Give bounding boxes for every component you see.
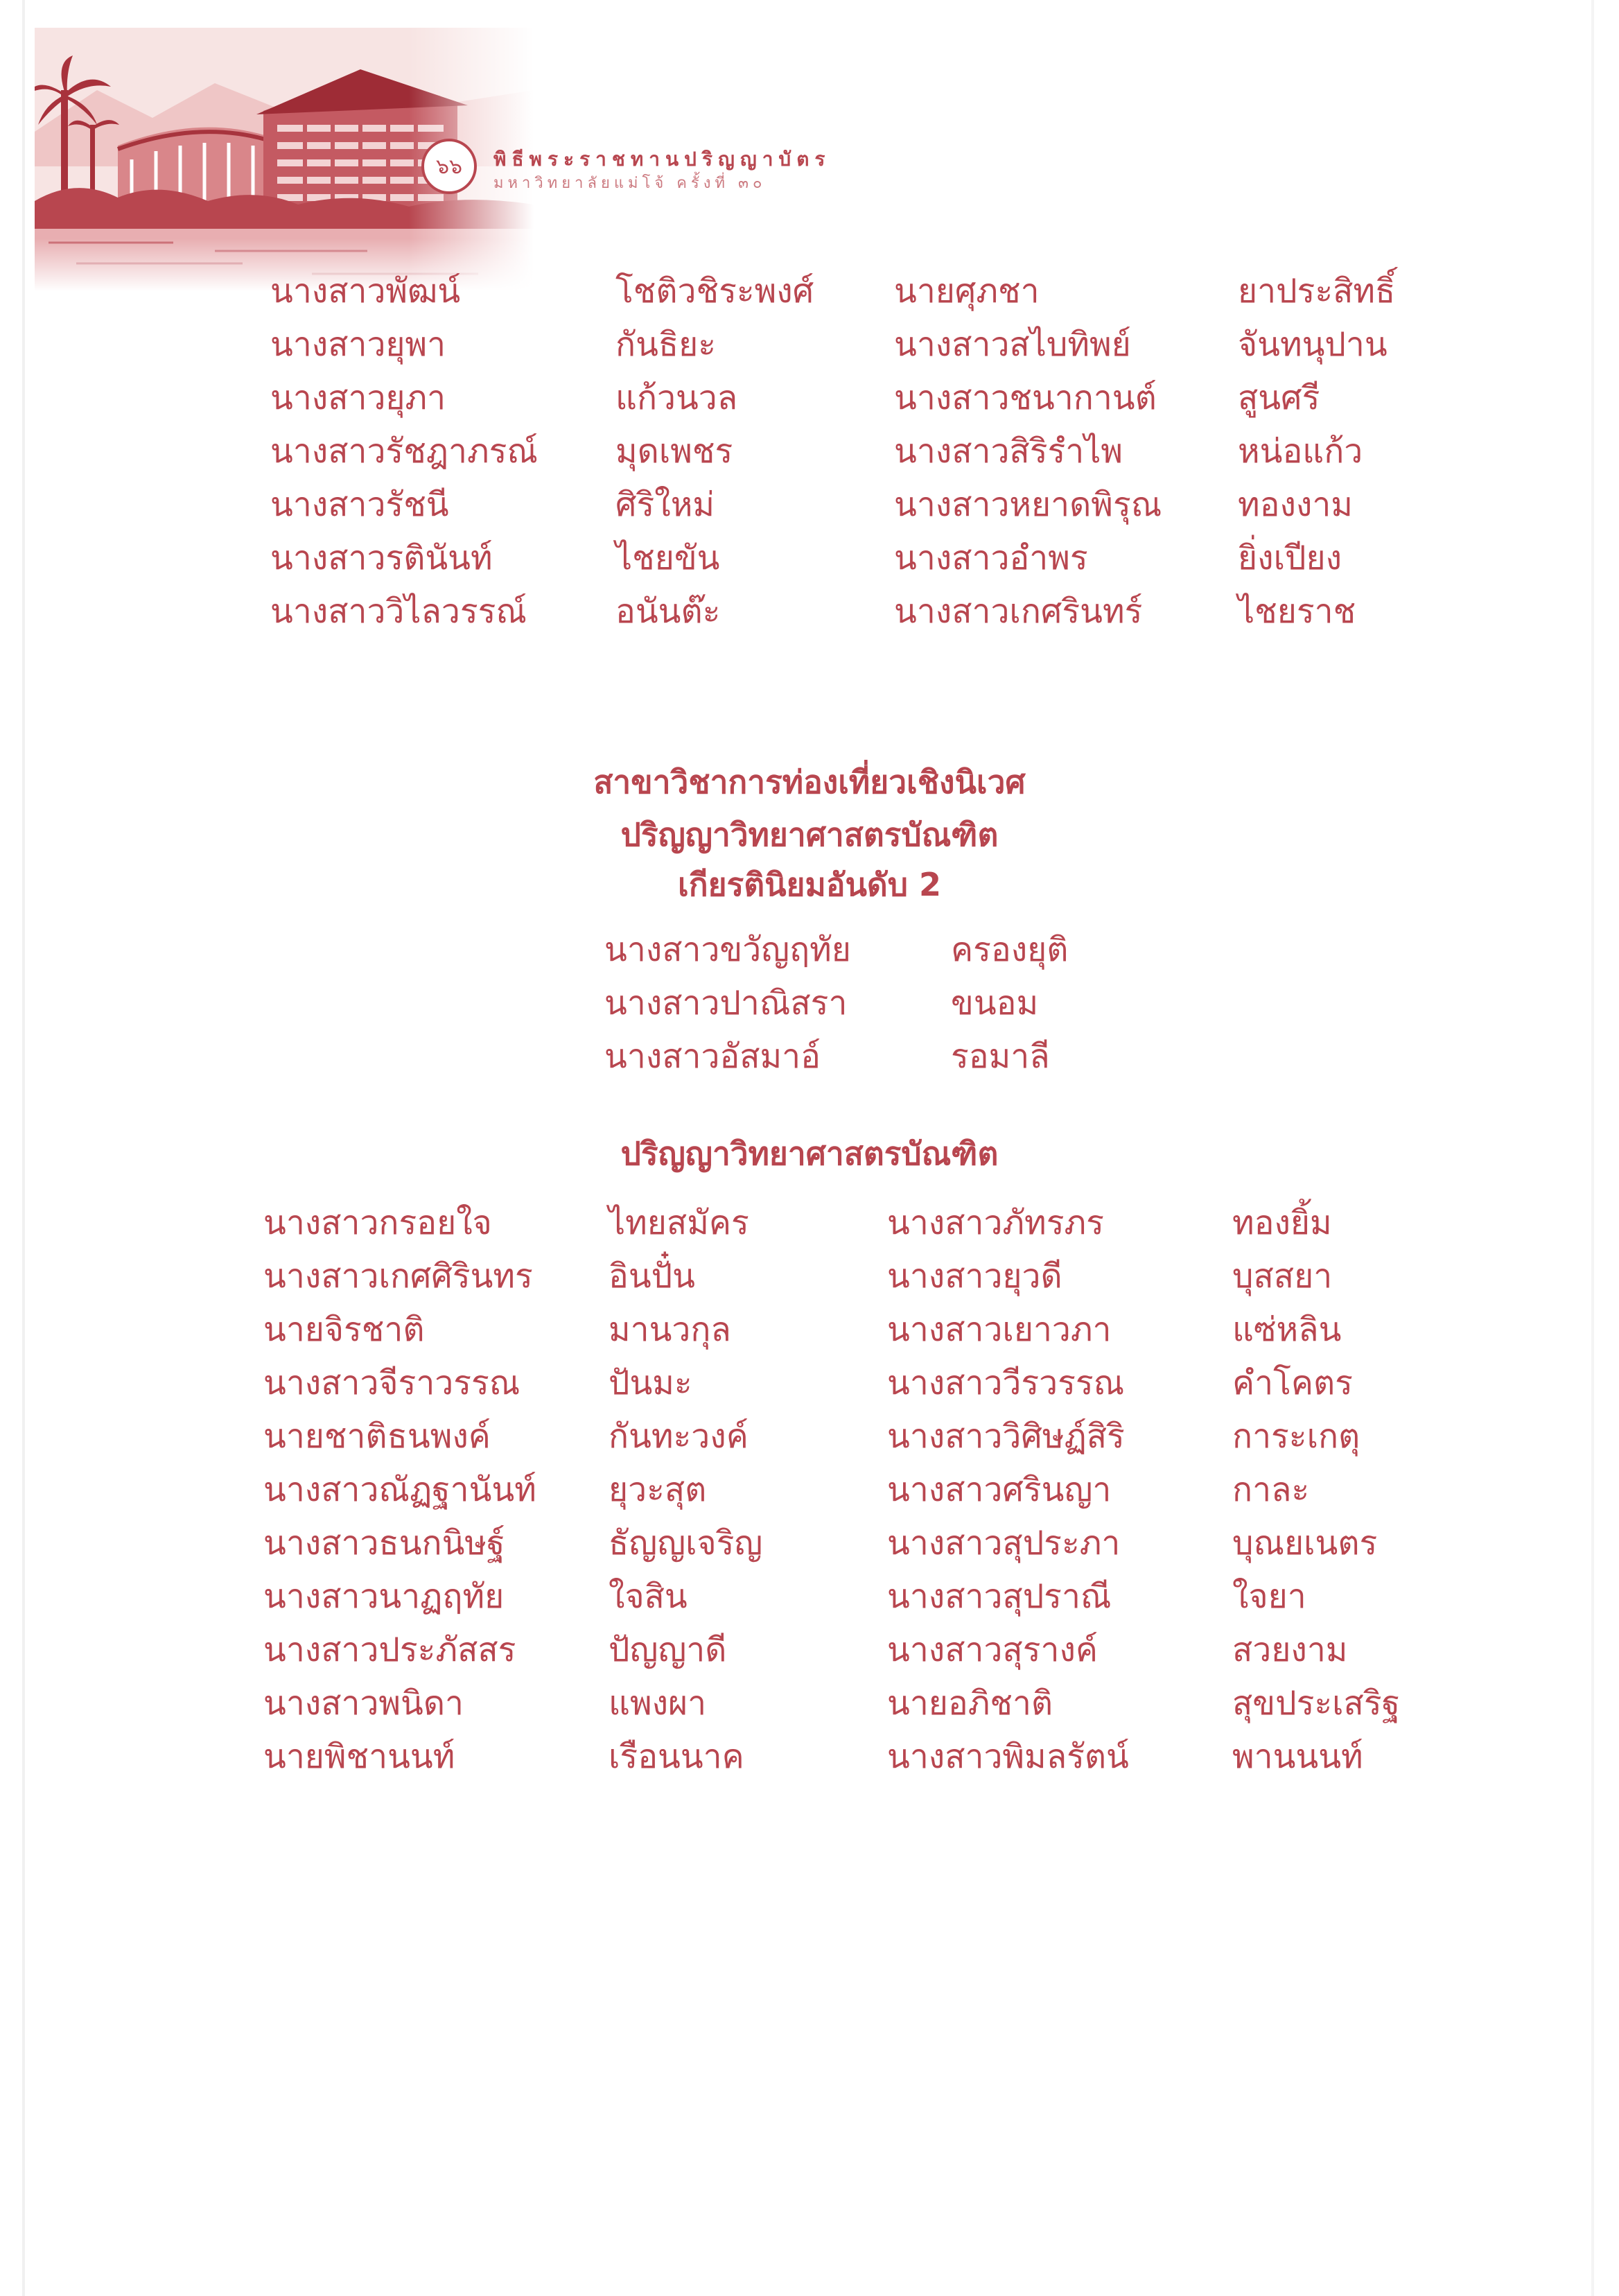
last-name: บุณยเนตร bbox=[1232, 1524, 1378, 1563]
first-name: นางสาวกรอยใจ bbox=[263, 1203, 492, 1242]
last-name: ยิ่งเปียง bbox=[1238, 539, 1342, 577]
first-name: นายศุภชา bbox=[894, 272, 1040, 311]
first-name: นางสาวสุประภา bbox=[887, 1524, 1121, 1563]
first-name: นางสาวศรินญา bbox=[887, 1470, 1112, 1509]
last-name: จันทนุปาน bbox=[1238, 325, 1388, 364]
section-degree-heading: ปริญญาวิทยาศาสตรบัณฑิต bbox=[620, 816, 999, 853]
first-name: นางสาวธนกนิษฐ์ bbox=[263, 1524, 505, 1563]
last-name: ไชยขัน bbox=[615, 539, 720, 577]
ceremony-subtitle: มหาวิทยาลัยแม่โจ้ ครั้งที่ ๓๐ bbox=[493, 175, 767, 192]
last-name: ยุวะสุต bbox=[609, 1470, 707, 1509]
section-degree-heading: ปริญญาวิทยาศาสตรบัณฑิต bbox=[620, 1135, 999, 1172]
last-name: สวยงาม bbox=[1232, 1630, 1348, 1669]
page-number-seal: ๖๖ bbox=[421, 139, 477, 194]
section-major-heading: สาขาวิชาการท่องเที่ยวเชิงนิเวศ bbox=[593, 763, 1026, 801]
last-name: บุสสยา bbox=[1232, 1257, 1333, 1296]
last-name: หน่อแก้ว bbox=[1238, 432, 1363, 471]
first-name: นางสาวยุพา bbox=[270, 325, 446, 364]
last-name: แก้วนวล bbox=[615, 379, 738, 417]
first-name: นางสาวจีราวรรณ bbox=[263, 1364, 520, 1402]
section-honors-heading: เกียรตินิยมอันดับ 2 bbox=[678, 866, 941, 903]
last-name: คำโคตร bbox=[1232, 1364, 1353, 1402]
last-name: กาละ bbox=[1232, 1470, 1310, 1509]
last-name: ปัญญาดี bbox=[609, 1630, 727, 1669]
first-name: นางสาวยุวดี bbox=[887, 1257, 1062, 1296]
first-name: นายชาติธนพงค์ bbox=[263, 1417, 491, 1456]
last-name: รอมาลี bbox=[951, 1037, 1050, 1076]
first-name: นายอภิชาติ bbox=[887, 1684, 1053, 1723]
last-name: กันทะวงค์ bbox=[609, 1417, 749, 1456]
last-name: ไทยสมัคร bbox=[609, 1203, 749, 1242]
last-name: ธัญญเจริญ bbox=[609, 1524, 763, 1563]
last-name: อนันต๊ะ bbox=[615, 592, 721, 631]
ceremony-title: พิธีพระราชทานปริญญาบัตร bbox=[493, 148, 831, 171]
first-name: นางสาวอัสมาอ์ bbox=[604, 1037, 821, 1076]
last-name: มานวกุล bbox=[609, 1310, 731, 1349]
last-name: ใจยา bbox=[1232, 1577, 1306, 1616]
last-name: สุขประเสริฐ bbox=[1232, 1684, 1401, 1723]
last-name: ศิริใหม่ bbox=[615, 485, 715, 524]
first-name: นางสาวณัฏฐานันท์ bbox=[263, 1470, 536, 1509]
first-name: นางสาวชนากานต์ bbox=[894, 379, 1157, 417]
first-name: นางสาวรัชนี bbox=[270, 485, 449, 524]
last-name: แซ่หลิน bbox=[1232, 1310, 1342, 1349]
last-name: ครองยุติ bbox=[951, 930, 1069, 969]
first-name: นางสาวนาฏฤทัย bbox=[263, 1577, 505, 1616]
first-name: นางสาวเกศรินทร์ bbox=[894, 592, 1143, 631]
last-name: พานนนท์ bbox=[1232, 1737, 1363, 1776]
first-name: นางสาวเกศศิรินทร bbox=[263, 1257, 533, 1296]
first-name: นางสาวพิมลรัตน์ bbox=[887, 1737, 1129, 1776]
last-name: มุดเพชร bbox=[615, 432, 733, 471]
last-name: ยาประสิทธิ์ bbox=[1238, 272, 1396, 311]
last-name: กันธิยะ bbox=[615, 325, 717, 364]
last-name: อินปั๋น bbox=[609, 1257, 695, 1296]
first-name: นางสาวยุภา bbox=[270, 379, 446, 417]
first-name: นางสาวพนิดา bbox=[263, 1684, 464, 1723]
last-name: ไชยราช bbox=[1238, 592, 1356, 631]
last-name: ทองยิ้ม bbox=[1232, 1203, 1332, 1242]
last-name: การะเกตุ bbox=[1232, 1417, 1360, 1456]
first-name: นางสาวรัชฎาภรณ์ bbox=[270, 432, 538, 471]
first-name: นางสาวสิริรำไพ bbox=[894, 432, 1123, 471]
first-name: นางสาวประภัสสร bbox=[263, 1630, 516, 1669]
last-name: ใจสิน bbox=[609, 1577, 688, 1616]
first-name: นางสาวรตินันท์ bbox=[270, 539, 493, 577]
first-name: นายจิรชาติ bbox=[263, 1310, 425, 1349]
first-name: นางสาวขวัญฤทัย bbox=[604, 930, 851, 969]
first-name: นางสาวพัฒน์ bbox=[270, 272, 461, 311]
last-name: ขนอม bbox=[951, 984, 1039, 1023]
last-name: สูนศรี bbox=[1238, 379, 1320, 417]
last-name: โชติวชิระพงศ์ bbox=[615, 272, 814, 311]
last-name: แพงผา bbox=[609, 1684, 707, 1723]
last-name: ทองงาม bbox=[1238, 485, 1353, 524]
last-name: เรือนนาค bbox=[609, 1737, 744, 1776]
first-name: นางสาววีรวรรณ bbox=[887, 1364, 1125, 1402]
first-name: นางสาววิศิษฏ์สิริ bbox=[887, 1417, 1125, 1456]
first-name: นางสาวภัทรภร bbox=[887, 1203, 1104, 1242]
first-name: นางสาวปาณิสรา bbox=[604, 984, 848, 1023]
first-name: นางสาวสุปราณี bbox=[887, 1577, 1112, 1616]
first-name: นางสาวเยาวภา bbox=[887, 1310, 1112, 1349]
first-name: นางสาววิไลวรรณ์ bbox=[270, 592, 527, 631]
first-name: นางสาวสุรางค์ bbox=[887, 1630, 1098, 1669]
first-name: นายพิชานนท์ bbox=[263, 1737, 455, 1776]
first-name: นางสาวอำพร bbox=[894, 539, 1088, 577]
first-name: นางสาวหยาดพิรุณ bbox=[894, 485, 1162, 524]
first-name: นางสาวสไบทิพย์ bbox=[894, 325, 1131, 364]
last-name: ปันมะ bbox=[609, 1364, 692, 1402]
